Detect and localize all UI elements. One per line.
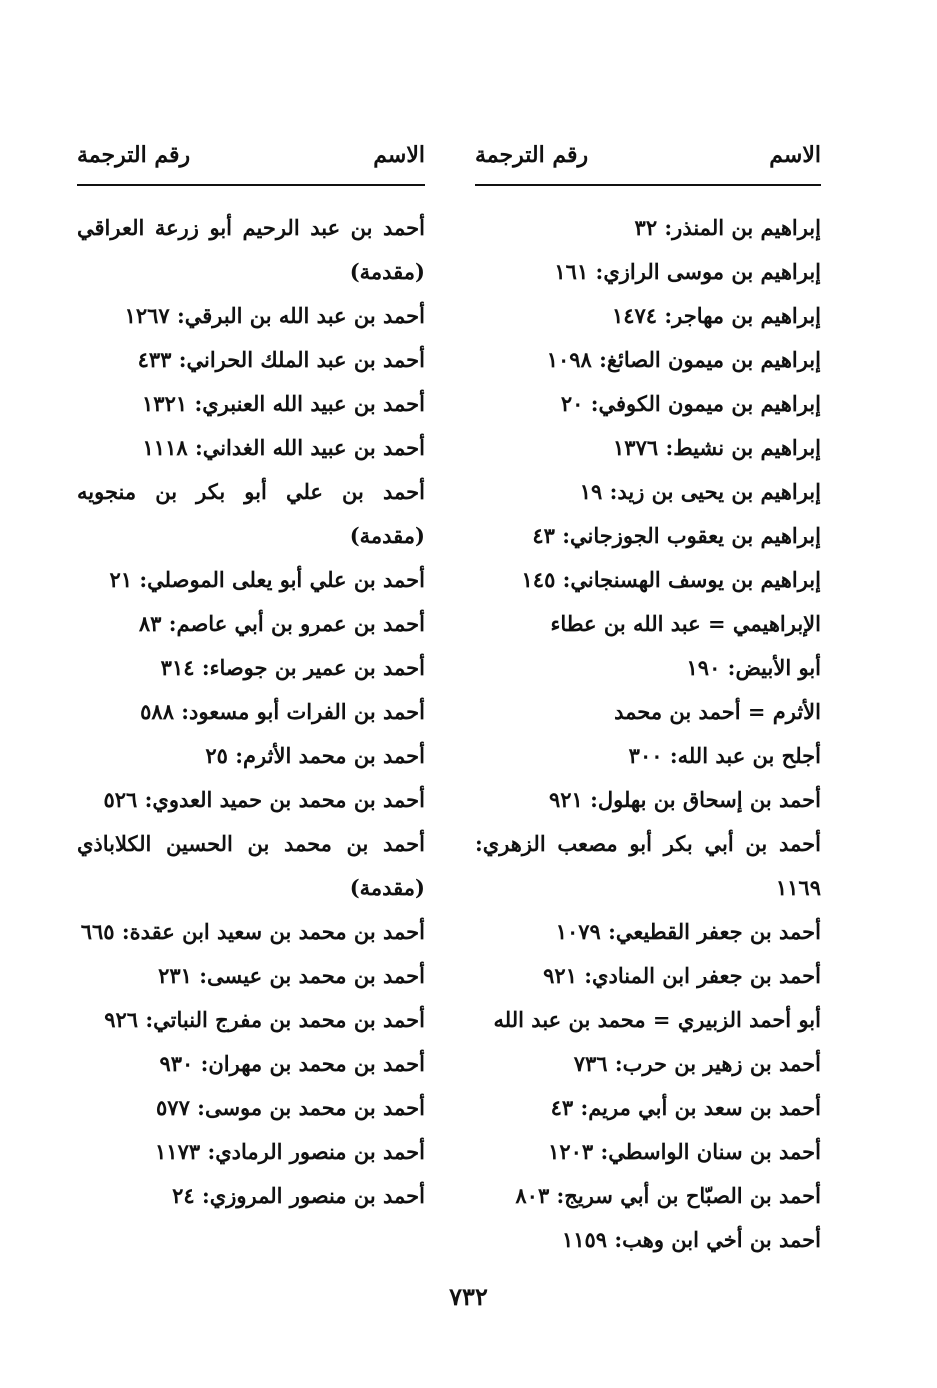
header-rule (475, 184, 821, 186)
index-entry: إبراهيم بن نشيط: ١٣٧٦ (613, 435, 821, 460)
index-column-right (475, 142, 821, 1262)
index-entry: أحمد بن زهير بن حرب: ٧٣٦ (573, 1051, 821, 1076)
index-entry: أحمد بن منصور الرمادي: ١١٧٣ (155, 1139, 425, 1164)
index-entry: أحمد بن عمير بن جوصاء: ٣١٤ (160, 655, 425, 680)
index-entry: إبراهيم بن يوسف الهسنجاني: ١٤٥ (521, 567, 821, 592)
index-entry: أحمد بن محمد بن مفرج النباتي: ٩٢٦ (104, 1007, 425, 1032)
index-entry: إبراهيم بن مهاجر: ١٤٧٤ (611, 303, 821, 328)
index-entry: أحمد بن محمد بن عيسى: ٢٣١ (158, 963, 425, 988)
index-entry: أحمد بن أخي ابن وهب: ١١٥٩ (561, 1227, 821, 1252)
index-entry: أحمد بن إسحاق بن بهلول: ٩٢١ (548, 787, 821, 812)
index-entry: أبو أحمد الزبيري = محمد بن عبد الله (493, 1007, 821, 1032)
index-entry: أحمد بن عبد الرحيم أبو زرعة العراقي (مقدمة) (77, 215, 425, 284)
index-entry: أجلح بن عبد الله: ٣٠٠ (628, 743, 821, 768)
index-entry: إبراهيم بن ميمون الكوفي: ٢٠ (560, 391, 821, 416)
index-entry: أحمد بن محمد بن موسى: ٥٧٧ (156, 1095, 425, 1120)
index-entry: أحمد بن منصور المروزي: ٢٤ (172, 1183, 425, 1208)
index-entry: إبراهيم بن المنذر: ٣٢ (634, 215, 821, 240)
index-entry: أحمد بن أبي بكر أبو مصعب الزهري: ١١٦٩ (475, 831, 821, 900)
index-entry: أحمد بن محمد بن حميد العدوي: ٥٢٦ (103, 787, 425, 812)
index-entry: الإبراهيمي = عبد الله بن عطاء (550, 611, 821, 636)
index-entry: إبراهيم بن يحيى بن زيد: ١٩ (579, 479, 821, 504)
column-header (475, 142, 821, 184)
index-entry: إبراهيم بن موسى الرازي: ١٦١ (554, 259, 821, 284)
index-entry: أحمد بن محمد بن مهران: ٩٣٠ (159, 1051, 425, 1076)
index-entry: أحمد بن عمرو بن أبي عاصم: ٨٣ (138, 611, 425, 636)
header-name-label: الاسم (769, 142, 821, 168)
index-entry: أحمد بن محمد الأثرم: ٢٥ (205, 743, 425, 768)
index-entry: إبراهيم بن ميمون الصائغ: ١٠٩٨ (546, 347, 821, 372)
column-header (77, 142, 425, 184)
header-number-label: رقم الترجمة (475, 142, 589, 168)
index-entry: إبراهيم بن يعقوب الجوزجاني: ٤٣ (532, 523, 821, 548)
index-entry: أحمد بن الصبّاح بن أبي سريج: ٨٠٣ (515, 1183, 821, 1208)
index-entry: أحمد بن عبد الله بن البرقي: ١٢٦٧ (124, 303, 425, 328)
index-entry: أحمد بن محمد بن سعيد ابن عقدة: ٦٦٥ (80, 919, 425, 944)
header-number-label: رقم الترجمة (77, 142, 191, 168)
index-entry: أحمد بن عبيد الله العنبري: ١٣٢١ (142, 391, 425, 416)
index-entry: أحمد بن جعفر ابن المنادي: ٩٢١ (543, 963, 821, 988)
index-entry: أحمد بن محمد بن الحسين الكلاباذي (مقدمة) (77, 831, 425, 900)
header-name-label: الاسم (373, 142, 425, 168)
index-entry: أحمد بن سعد بن أبي مريم: ٤٣ (550, 1095, 821, 1120)
index-entry: الأثرم = أحمد بن محمد (614, 699, 821, 724)
index-entry: أحمد بن عبيد الله الغداني: ١١١٨ (142, 435, 425, 460)
index-entry: أحمد بن سنان الواسطي: ١٢٠٣ (548, 1139, 821, 1164)
index-entry: أبو الأبيض: ١٩٠ (686, 655, 821, 680)
index-entry: أحمد بن جعفر القطيعي: ١٠٧٩ (555, 919, 821, 944)
header-rule (77, 184, 425, 186)
index-column-left (77, 142, 425, 1218)
page-number: ٧٣٢ (449, 1282, 488, 1311)
index-entry: أحمد بن علي أبو بكر بن منجويه (مقدمة) (77, 479, 425, 548)
index-entry: أحمد بن علي أبو يعلى الموصلي: ٢١ (109, 567, 425, 592)
index-entry: أحمد بن عبد الملك الحراني: ٤٣٣ (137, 347, 425, 372)
index-entry: أحمد بن الفرات أبو مسعود: ٥٨٨ (140, 699, 425, 724)
